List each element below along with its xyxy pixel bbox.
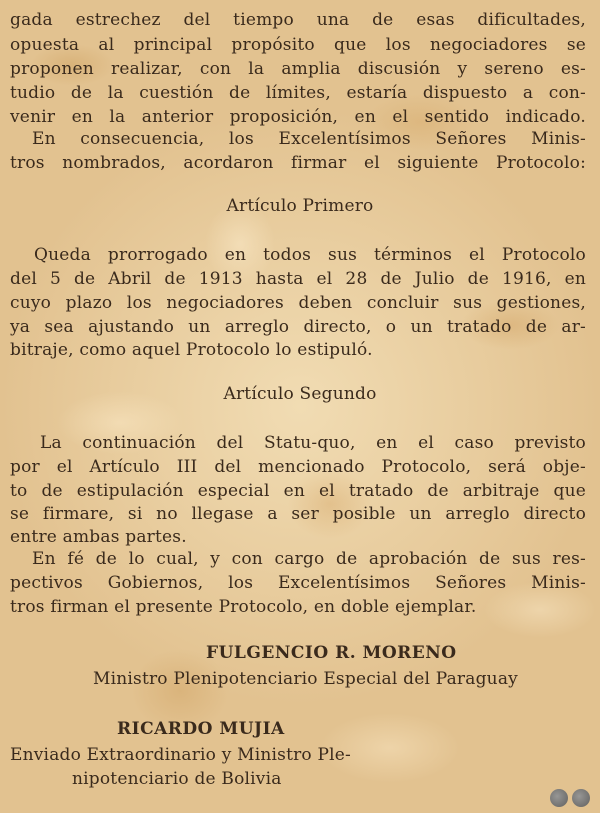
- signatory2-title-line-1: Enviado Extraordinario y Ministro Ple-: [10, 745, 351, 765]
- closing-line-1: En fé de lo cual, y con cargo de aprobación de sus res-: [32, 549, 586, 569]
- watermark-circle-icon: [550, 789, 568, 807]
- article1-line-4: ya sea ajustando un arreglo directo, o un tratado de ar-: [10, 317, 586, 337]
- closing-line-2: pectivos Gobiernos, los Excelentísimos Señores Minis-: [10, 573, 586, 593]
- signatory2-name: RICARDO MUJIA: [117, 719, 285, 739]
- article2-line-3: to de estipulación especial en el tratado de arbitraje que: [10, 481, 586, 501]
- signatory2-title-line-2: nipotenciario de Bolivia: [72, 769, 282, 789]
- paragraph1-line-1: gada estrechez del tiempo una de esas dificultades,: [10, 10, 586, 30]
- article2-line-4: se firmare, si no llegase a ser posible un arreglo directo: [10, 504, 586, 524]
- paragraph1-line-4: tudio de la cuestión de límites, estaría dispuesto a con-: [10, 83, 586, 103]
- article2-line-5: entre ambas partes.: [10, 527, 187, 547]
- article1-line-1: Queda prorrogado en todos sus términos el Protocolo: [34, 245, 586, 265]
- paragraph2-line-1: En consecuencia, los Excelentísimos Señores Minis-: [32, 129, 586, 149]
- paragraph2-line-2: tros nombrados, acordaron firmar el siguiente Protocolo:: [10, 153, 586, 173]
- article1-line-2: del 5 de Abril de 1913 hasta el 28 de Julio de 1916, en: [10, 269, 586, 289]
- article2-line-2: por el Artículo III del mencionado Protocolo, será obje-: [10, 457, 586, 477]
- paragraph1-line-5: venir en la anterior proposición, en el sentido indicado.: [10, 107, 586, 127]
- article1-heading: Artículo Primero: [226, 196, 374, 216]
- article2-line-1: La continuación del Statu-quo, en el caso previsto: [40, 433, 586, 453]
- signatory1-title: Ministro Plenipotenciario Especial del Paraguay: [93, 669, 518, 689]
- paragraph1-line-3: proponen realizar, con la amplia discusión y sereno es-: [10, 59, 586, 79]
- article1-line-5: bitraje, como aquel Protocolo lo estipuló.: [10, 340, 373, 360]
- signatory1-name: FULGENCIO R. MORENO: [206, 643, 457, 663]
- article1-line-3: cuyo plazo los negociadores deben concluir sus gestiones,: [10, 293, 586, 313]
- watermark-circle-icon: [572, 789, 590, 807]
- watermark-logo: [550, 789, 590, 807]
- article2-heading: Artículo Segundo: [223, 384, 377, 404]
- paragraph1-line-2: opuesta al principal propósito que los negociadores se: [10, 35, 586, 55]
- closing-line-3: tros firman el presente Protocolo, en doble ejemplar.: [10, 597, 477, 617]
